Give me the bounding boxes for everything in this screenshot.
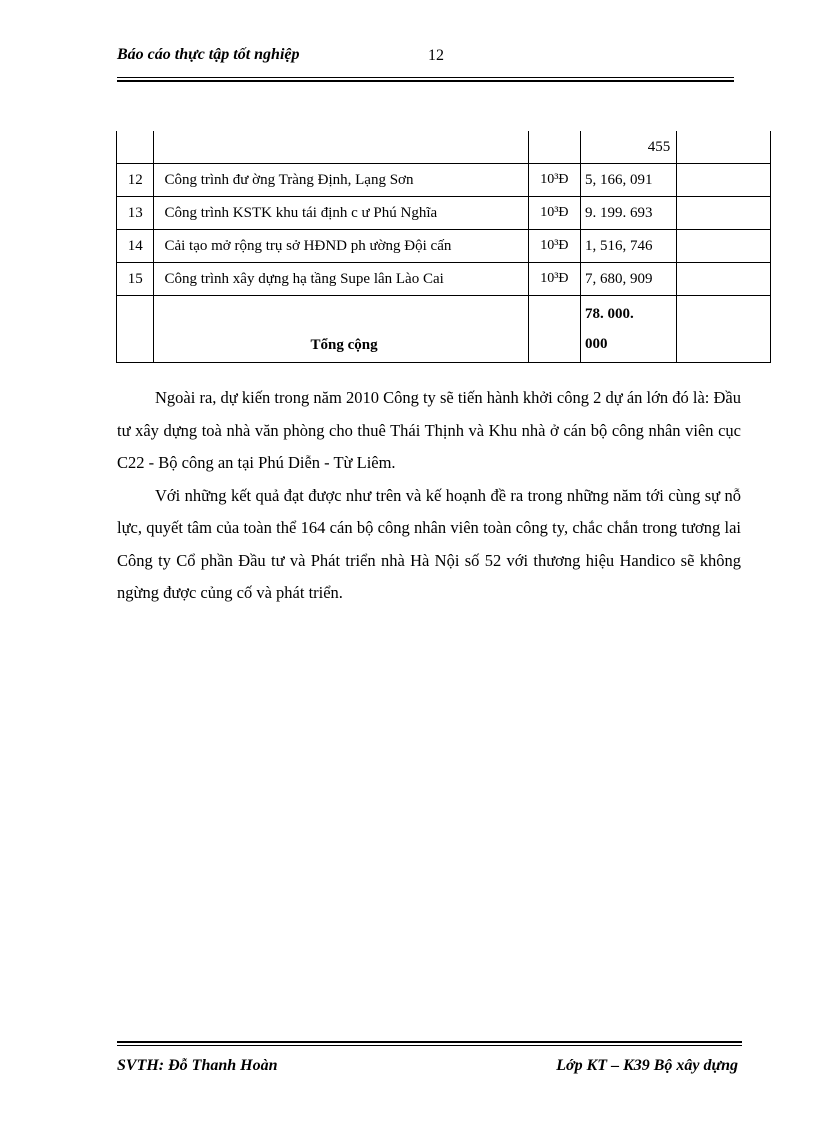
row-number: 12 bbox=[117, 164, 154, 197]
unit: 10³Đ bbox=[528, 197, 580, 230]
paragraph-outlook: Với những kết quả đạt được như trên và kế hoạnh đề ra trong những năm tới cùng sự nỗ lực, quyết tâm của toàn thể 164 cán bộ công nhân viên toàn công ty, chắc chắn trong tương lai Công ty Cổ phần Đầu tư và Phát triển nhà Hà Nội số 52 với thương hiệu Handico sẽ không ngừng được củng cố và phát triển. bbox=[117, 485, 741, 602]
unit: 10³Đ bbox=[528, 230, 580, 263]
project-name: Công trình KSTK khu tái định c ư Phú Nghĩa bbox=[154, 197, 528, 230]
project-value: 1, 516, 746 bbox=[581, 230, 677, 263]
total-label: Tổng cộng bbox=[154, 296, 528, 363]
project-value: 7, 680, 909 bbox=[581, 263, 677, 296]
table-row bbox=[117, 230, 771, 263]
page-number: 12 bbox=[428, 47, 444, 64]
unit: 10³Đ bbox=[528, 263, 580, 296]
table-row bbox=[117, 197, 771, 230]
projects-table bbox=[116, 131, 771, 363]
project-name: Công trình đư ờng Tràng Định, Lạng Sơn bbox=[154, 164, 528, 197]
project-value: 5, 166, 091 bbox=[581, 164, 677, 197]
row-number: 15 bbox=[117, 263, 154, 296]
table-row bbox=[117, 131, 771, 164]
project-name: Công trình xây dựng hạ tầng Supe lân Lào Cai bbox=[154, 263, 528, 296]
header-divider bbox=[117, 77, 734, 82]
body-text bbox=[117, 382, 741, 610]
row-number: 13 bbox=[117, 197, 154, 230]
unit: 10³Đ bbox=[528, 164, 580, 197]
table-row bbox=[117, 164, 771, 197]
total-value-line1: 78. 000. bbox=[585, 306, 634, 322]
paragraph-plans-2010: Ngoài ra, dự kiến trong năm 2010 Công ty sẽ tiến hành khởi công 2 dự án lớn đó là: Đầu tư xây dựng toà nhà văn phòng cho thuê Thái Thịnh và Khu nhà ở cán bộ công nhân viên cục C22 - Bộ công an tại Phú Diễn - Từ Liêm. bbox=[117, 388, 741, 472]
footer-class: Lớp KT – K39 Bộ xây dựng bbox=[556, 1057, 738, 1074]
row-number: 14 bbox=[117, 230, 154, 263]
total-row bbox=[117, 296, 771, 363]
footer-student: SVTH: Đỗ Thanh Hoàn bbox=[117, 1057, 278, 1074]
project-value: 9. 199. 693 bbox=[581, 197, 677, 230]
table-row bbox=[117, 263, 771, 296]
total-value-line2: 000 bbox=[585, 336, 608, 352]
project-name: Cải tạo mở rộng trụ sở HĐND ph ường Đội cấn bbox=[154, 230, 528, 263]
header-title: Báo cáo thực tập tốt nghiệp bbox=[117, 46, 300, 63]
footer-divider bbox=[117, 1041, 742, 1046]
continued-value: 455 bbox=[581, 131, 677, 164]
total-value bbox=[581, 296, 677, 363]
